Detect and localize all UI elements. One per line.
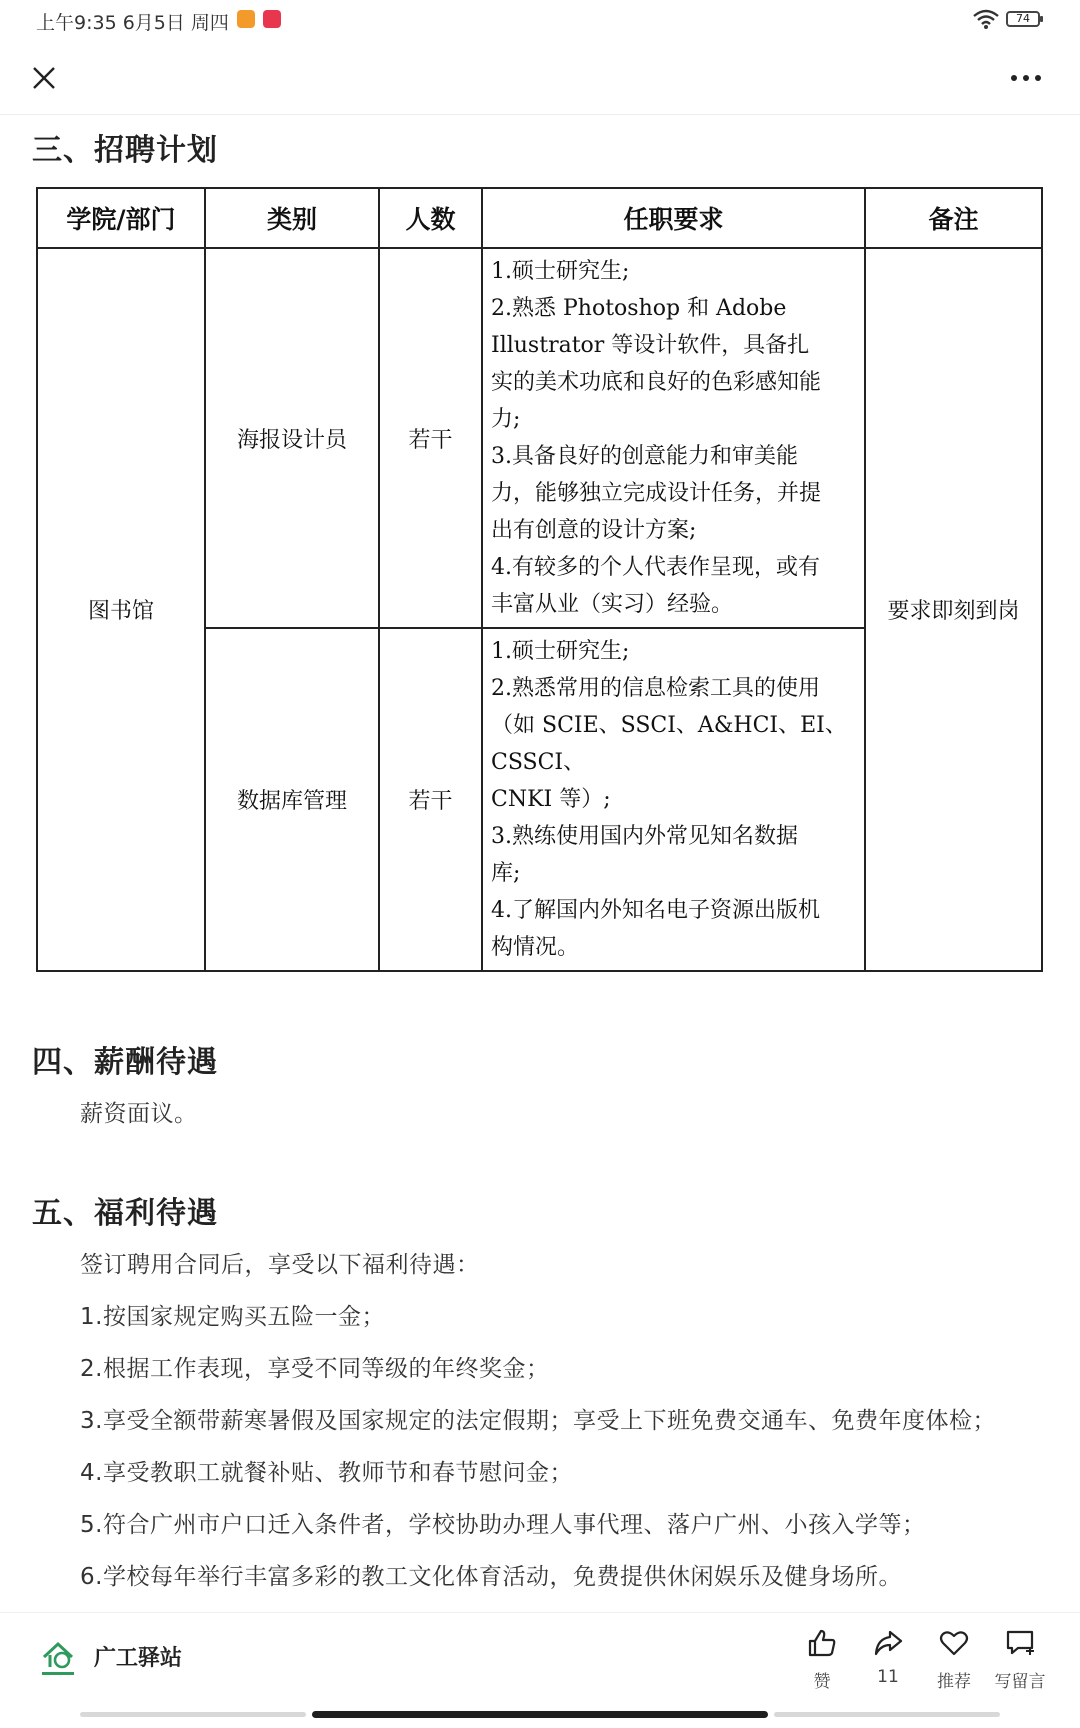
benefits-heading: 五、福利待遇 (32, 1196, 218, 1231)
share-button[interactable] (853, 1627, 923, 1687)
requirement-line: （如 SCIE、SSCI、A&HCI、EI、CSSCI、 (491, 713, 847, 775)
thumbs-up-icon (806, 1627, 838, 1659)
requirement-line: 2.熟悉 Photoshop 和 Adobe (491, 296, 787, 321)
like-button[interactable] (787, 1627, 857, 1692)
requirement-line: 力; (491, 407, 521, 432)
benefit-item: 4.享受教职工就餐补贴、教师节和春节慰问金； (80, 1460, 573, 1486)
status-bar (0, 0, 1080, 42)
account-logo-icon[interactable] (36, 1635, 80, 1679)
notification-app-icon (237, 10, 255, 28)
requirement-line: Illustrator 等设计软件，具备扎 (491, 333, 810, 358)
remark-cell: 要求即刻到岗 (865, 248, 1042, 971)
requirement-line: 3.熟练使用国内外常见知名数据 (491, 824, 798, 849)
requirement-line: 实的美术功底和良好的色彩感知能 (491, 370, 822, 395)
like-label: 赞 (813, 1672, 831, 1692)
benefit-item: 1.按国家规定购买五险一金； (80, 1304, 385, 1330)
table-row (37, 248, 1042, 628)
requirement-line: 2.熟悉常用的信息检索工具的使用 (491, 676, 820, 701)
gesture-track-left (80, 1712, 306, 1717)
bottom-bar (0, 1612, 1080, 1709)
recommend-button[interactable] (919, 1627, 989, 1692)
share-icon (872, 1627, 904, 1659)
table-header-cell: 人数 (379, 188, 482, 248)
requirement-line: 1.硕士研究生; (491, 639, 630, 664)
requirement-line: 1.硕士研究生; (491, 259, 630, 284)
benefit-item: 2.根据工作表现，享受不同等级的年终奖金； (80, 1356, 550, 1382)
more-options-icon[interactable] (1008, 66, 1044, 90)
recruitment-table (36, 187, 1043, 972)
benefit-item: 6.学校每年举行丰富多彩的教工文化体育活动，免费提供休闲娱乐及健身场所。 (80, 1564, 902, 1590)
recruitment-heading: 三、招聘计划 (32, 133, 218, 168)
count-cell: 若干 (379, 628, 482, 971)
battery-indicator (1006, 11, 1040, 27)
requirement-line: 库; (491, 861, 521, 886)
notification-app-icon-2 (263, 10, 281, 28)
requirement-line: 4.了解国内外知名电子资源出版机 (491, 898, 820, 923)
status-time: 上午9:35 6月5日 周四 (36, 12, 229, 34)
requirement-line: 出有创意的设计方案; (491, 518, 697, 543)
recommend-label: 推荐 (937, 1672, 971, 1692)
table-header-cell: 学院/部门 (37, 188, 205, 248)
salary-text: 薪资面议。 (80, 1101, 198, 1127)
table-header-cell: 类别 (205, 188, 379, 248)
close-icon[interactable] (28, 62, 60, 94)
account-name[interactable]: 广工驿站 (94, 1646, 183, 1671)
category-cell: 海报设计员 (205, 248, 379, 628)
table-header-cell: 任职要求 (482, 188, 865, 248)
battery-level: 74 (1016, 12, 1030, 25)
gesture-track-right (774, 1712, 1000, 1717)
requirement-line: 4.有较多的个人代表作呈现，或有 (491, 555, 820, 580)
benefit-item: 3.享受全额带薪寒暑假及国家规定的法定假期；享受上下班免费交通车、免费年度体检； (80, 1408, 996, 1434)
article-content (0, 115, 1080, 1611)
requirement-line: CNKI 等）; (491, 787, 611, 812)
share-count: 11 (877, 1667, 899, 1687)
wifi-icon (972, 8, 1000, 30)
requirement-line: 力，能够独立完成设计任务，并提 (491, 481, 822, 506)
title-bar (0, 42, 1080, 115)
write-comment-button[interactable] (985, 1627, 1055, 1692)
benefits-intro: 签订聘用合同后，享受以下福利待遇： (80, 1252, 480, 1278)
count-cell: 若干 (379, 248, 482, 628)
department-cell: 图书馆 (37, 248, 205, 971)
salary-heading: 四、薪酬待遇 (32, 1045, 218, 1080)
comment-icon (1004, 1627, 1036, 1659)
category-cell: 数据库管理 (205, 628, 379, 971)
table-header-row (37, 188, 1042, 248)
benefit-item: 5.符合广州市户口迁入条件者，学校协助办理人事代理、落户广州、小孩入学等； (80, 1512, 926, 1538)
requirement-line: 构情况。 (491, 935, 580, 960)
requirement-line: 3.具备良好的创意能力和审美能 (491, 444, 798, 469)
requirements-cell (482, 248, 865, 628)
gesture-bar[interactable] (312, 1711, 768, 1718)
table-header-cell: 备注 (865, 188, 1042, 248)
heart-icon (938, 1627, 970, 1659)
requirements-cell (482, 628, 865, 971)
requirement-line: 丰富从业（实习）经验。 (491, 592, 734, 617)
comment-label: 写留言 (994, 1672, 1046, 1692)
